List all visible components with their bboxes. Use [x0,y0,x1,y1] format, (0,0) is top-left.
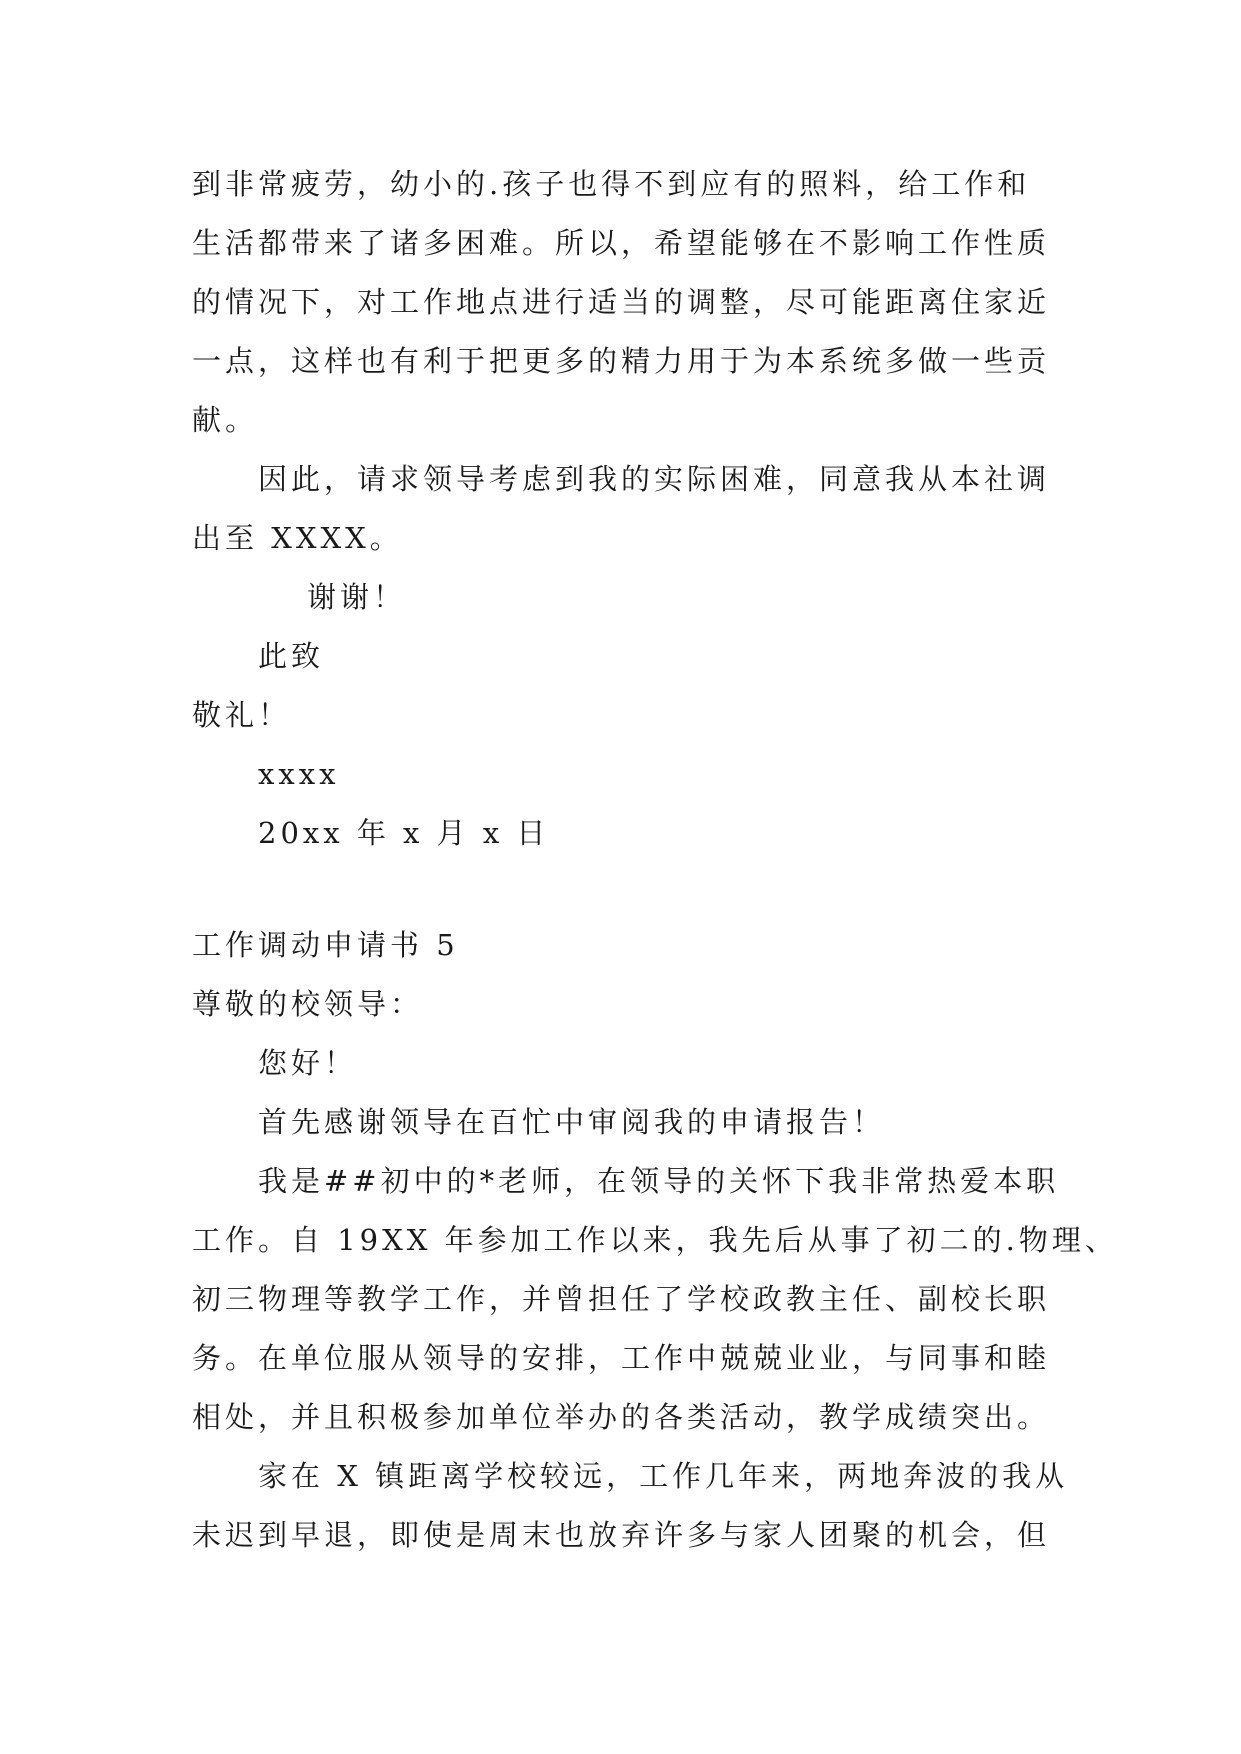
thanks-line: 谢谢！ [307,580,407,614]
body-line: 初三物理等教学工作，并曾担任了学校政教主任、副校长职 [192,1282,1051,1316]
signature-date: 20xx 年 x 月 x 日 [258,816,550,850]
body-line: 工作。自 19XX 年参加工作以来，我先后从事了初二的.物理、 [192,1223,1118,1257]
body-line: 因此，请求领导考虑到我的实际困难，同意我从本社调 [258,462,1051,496]
body-line: 首先感谢领导在百忙中审阅我的申请报告！ [258,1105,886,1139]
body-line: 我是##初中的*老师，在领导的关怀下我非常热爱本职 [258,1164,1060,1198]
body-line: 的情况下，对工作地点进行适当的调整，尽可能距离住家近 [192,285,1051,319]
greeting: 您好！ [258,1046,358,1080]
body-line: 家在 X 镇距离学校较远，工作几年来，两地奔波的我从 [258,1459,1069,1493]
body-line: 到非常疲劳，幼小的.孩子也得不到应有的照料，给工作和 [192,167,1031,201]
section-title: 工作调动申请书 5 [192,928,459,962]
body-line: 一点，这样也有利于把更多的精力用于为本系统多做一些贡 [192,344,1051,378]
signature-name: xxxx [258,757,340,791]
jingli-line: 敬礼！ [192,698,292,732]
body-line: 献。 [192,403,259,437]
cizhi-line: 此致 [258,639,325,673]
salutation: 尊敬的校领导： [192,987,424,1021]
body-line: 出至 XXXX。 [192,521,403,555]
body-line: 务。在单位服从领导的安排，工作中兢兢业业，与同事和睦 [192,1341,1051,1375]
body-line: 未迟到早退，即使是周末也放弃许多与家人团聚的机会，但 [192,1518,1051,1552]
body-line: 相处，并且积极参加单位举办的各类活动，教学成绩突出。 [192,1400,1051,1434]
body-line: 生活都带来了诸多困难。所以，希望能够在不影响工作性质 [192,226,1051,260]
